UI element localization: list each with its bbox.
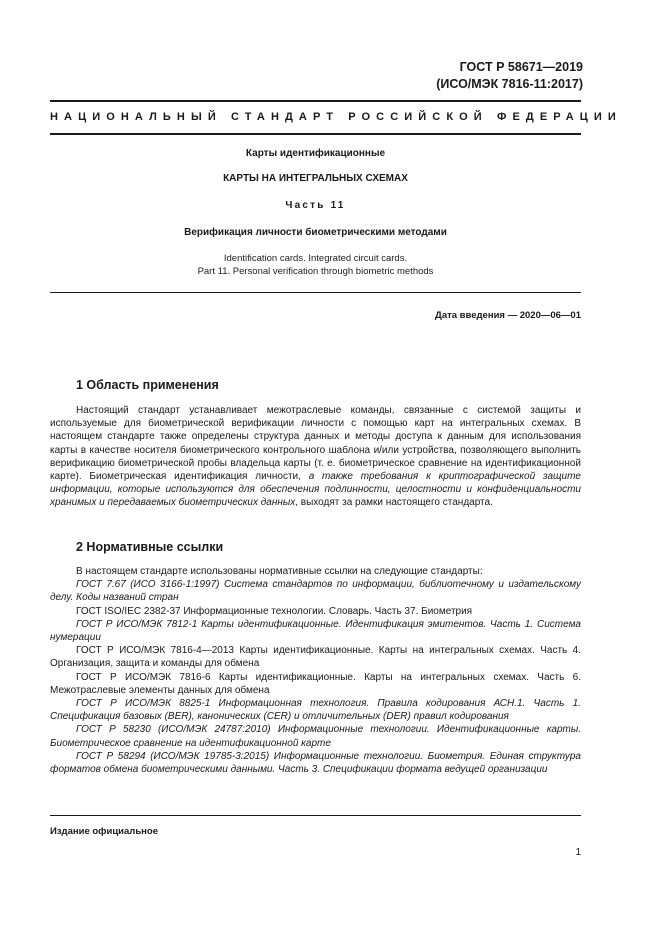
reference-item: ГОСТ Р ИСО/МЭК 7816-4—2013 Карты идентификационные. Карты на интегральных схемах. Часть 4. Организация, защита и команды для обмена: [50, 645, 581, 670]
title-line2: КАРТЫ НА ИНТЕГРАЛЬНЫХ СХЕМАХ: [223, 173, 408, 184]
title-line3: Верификация личности биометрическими методами: [184, 227, 447, 238]
footer-rule: [50, 815, 581, 816]
gost-code-line2: (ИСО/МЭК 7816-11:2017): [436, 77, 583, 91]
section2-title: 2 Нормативные ссылки: [76, 540, 224, 554]
section1-paragraph: [50, 404, 581, 510]
section1-text-plain2: , выходят за рамки настоящего стандарта.: [295, 497, 493, 509]
section2-text: [50, 565, 581, 776]
title-english: [50, 252, 581, 278]
reference-item: ГОСТ Р ИСО/МЭК 7812-1 Карты идентификационные. Идентификация эмитентов. Часть 1. Система нумерации: [50, 618, 581, 644]
gost-code-line1: ГОСТ Р 58671—2019: [459, 60, 583, 74]
reference-item: ГОСТ Р ИСО/МЭК 8825-1 Информационная технология. Правила кодирования АСН.1. Часть 1. Спецификация базовых (BER), канонических (CER) и отличительных (DER) правил кодирования: [50, 698, 581, 723]
section2-intro: В настоящем стандарте использованы нормативные ссылки на следующие стандарты:: [76, 566, 483, 577]
official-edition: Издание официальное: [50, 826, 158, 837]
reference-item: ГОСТ Р ИСО/МЭК 7816-6 Карты идентификационные. Карты на интегральных схемах. Часть 6. Межотраслевые элементы данных для обмена: [50, 671, 581, 696]
section1-text-italic: а также требования к криптографической защите информации, которые используются для обеспечения подлинности, целостности и конфиденциальности хранимых и передаваемых биометрических данных: [50, 471, 581, 509]
section1-title: 1 Область применения: [76, 378, 219, 392]
section1-text-plain1: Настоящий стандарт устанавливает межотраслевые команды, связанные с системой защиты и используемые для биометрической верификации личности с помощью карт на интегральных схемах. В настоящем стандарте также определены структура данных и методы доступа к данным для использования карты в качестве носителя биометрического контрольного шаблона и/или устройства, позволяющего выполнить верификацию биометрической пробы владельца карты (т. е. биометрическое сравнение на идентификационной карте). Биометрическая идентификация личности,: [50, 405, 581, 483]
heading-rule: [50, 133, 581, 135]
national-standard-heading: НАЦИОНАЛЬНЫЙ СТАНДАРТ РОССИЙСКОЙ ФЕДЕРАЦИИ: [50, 111, 622, 123]
reference-item: ГОСТ Р 58294 (ИСО/МЭК 19785-3:2015) Информационные технологии. Биометрия. Единая структура форматов обмена биометрическими данными. Часть 3. Спецификации формата ведущей организации: [50, 750, 581, 776]
title-line1: Карты идентификационные: [245, 148, 386, 159]
title-english-line1: Identification cards. Integrated circuit cards.: [223, 253, 408, 264]
title-part: Часть 11: [285, 200, 346, 211]
reference-item: ГОСТ 7.67 (ИСО 3166-1:1997) Система стандартов по информации, библиотечному и издательскому делу. Коды названий стран: [50, 579, 581, 604]
reference-item: ГОСТ ISO/IEC 2382-37 Информационные технологии. Словарь. Часть 37. Биометрия: [76, 605, 473, 617]
title-english-line2: Part 11. Personal verification through biometric methods: [197, 266, 434, 277]
title-rule: [50, 292, 581, 293]
section1-text: [50, 404, 581, 510]
introduction-date: Дата введения — 2020—06—01: [435, 310, 581, 321]
gost-code: [283, 59, 583, 93]
reference-item: ГОСТ Р 58230 (ИСО/МЭК 24787:2010) Информационные технологии. Идентификационные карты. Биометрическое сравнение на идентификационной карте: [50, 724, 581, 749]
page-number: 1: [575, 847, 581, 858]
top-rule: [50, 100, 581, 102]
